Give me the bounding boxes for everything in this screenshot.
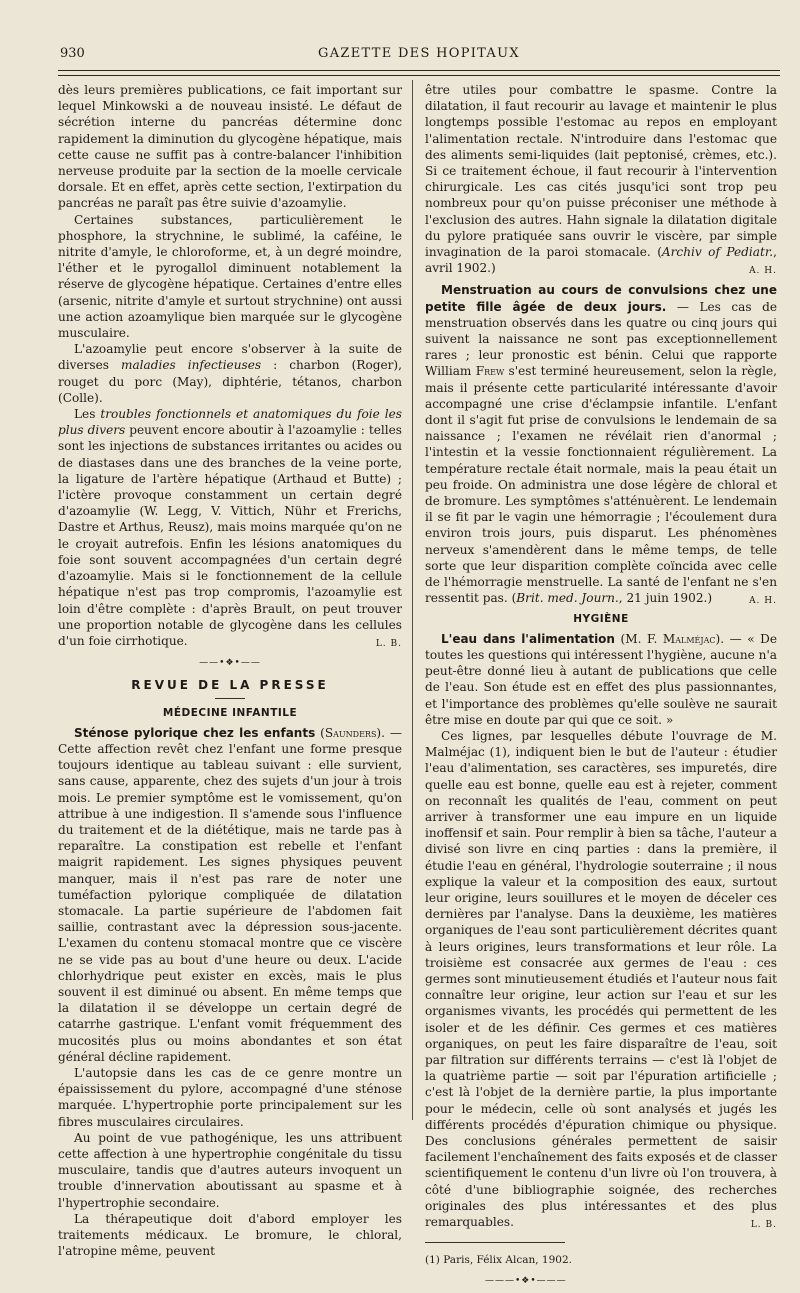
paragraph: Au point de vue pathogénique, les uns attribuent cette affection à une hypertrophie congénitale du tissu musculaire, tandis que d'autres auteurs invoquent un trouble d'innervation aboutissant au spasme et à l'hypertrophie secondaire.	[58, 1130, 402, 1210]
paragraph: L'autopsie dans les cas de ce genre montre un épaississement du pylore, accompagné d'une sténose marquée. L'hypertrophie porte principalement sur les fibres musculaires circulaires.	[58, 1065, 402, 1129]
author-initials: L. B.	[375, 638, 402, 649]
page-header	[58, 44, 780, 66]
running-title: GAZETTE DES HOPITAUX	[318, 46, 520, 61]
right-column	[425, 82, 777, 1293]
article-paragraph: Sténose pylorique chez les enfants (Saunders). — Cette affection revêt chez l'enfant une forme presque toujours identique au tableau suivant : elle survient, sans cause, apparente, chez des sujets d'un jour à trois mois. Le premier symptôme est le vomissement, qu'on attribue à une indigestion. Il s'amende sous l'influence du traitement et de la diététique, mais ne tarde pas à reparaître. La constipation est rebelle et l'enfant maigrit rapidement. Les signes physiques peuvent manquer, mais il n'est pas rare de noter une tuméfaction pylorique compliquée de dilatation stomacale. La partie supérieure de l'abdomen fait saillie, contrastant avec la dépression sous-jacente. L'examen du contenu stomacal montre que ce viscère ne se vide pas au bout d'une heure ou deux. L'acide chlorhydrique peut exister en excès, mais le plus souvent il est diminué ou absent. En même temps que la dilatation il se développe un certain degré de catarrhe gastrique. L'enfant vomit fréquemment des mucosités plus ou moins abondantes et son état général décline rapidement.	[58, 725, 402, 1064]
paragraph: La thérapeutique doit d'abord employer les traitements médicaux. Le bromure, le chloral, l'atropine même, peuvent	[58, 1211, 402, 1259]
paragraph: Certaines substances, particulièrement le phosphore, la strychnine, le sublimé, la caféine, le nitrite d'amyle, le chloroforme, et, à un degré moindre, l'éther et le pyrogallol diminuent notablement la réserve de glycogène hépatique. Certaines d'entre elles (arsenic, nitrite d'amyle et surtout strychnine) ont aussi une action azoamylique bien marquée sur le glycogène musculaire.	[58, 212, 402, 341]
page-number: 930	[60, 46, 85, 61]
article-paragraph: Menstruation au cours de convulsions chez une petite fille âgée de deux jours. — Les cas de menstruation observés dans les quatre ou cinq jours qui suivent la naissance ne sont pas exceptionnellement rares ; leur pronostic est bénin. Celui que rapporte William Frew s'est terminé heureusement, selon la règle, mais il présente cette particularité intéressante d'avoir accompagné une crise d'éclampsie infantile. L'enfant dont il s'agit fut prise de convulsions le lendemain de sa naissance ; l'examen ne révélait rien d'anormal ; l'intestin et la vessie fonctionnaient régulièrement. La température rectale était normale, mais la peau était un peu froide. On administra une dose légère de chloral et de bromure. Les symptômes s'atténuèrent. Le lendemain il se fit par le vagin une hémorragie ; l'écoulement dura environ trois jours, puis disparut. Les phénomènes nerveux s'amendèrent dans le même temps, de telle sorte que leur disparition complète coïncida avec celle de l'hémorragie menstruelle. La santé de l'enfant ne s'en ressentit pas. (Brit. med. Journ., 21 juin 1902.) A. H.	[425, 282, 777, 606]
footnote-rule	[425, 1242, 565, 1243]
author-initials: A. H.	[749, 266, 777, 277]
author-initials: A. H.	[749, 596, 777, 607]
article-headline: Menstruation au cours de convulsions chez une petite fille âgée de deux jours.	[425, 283, 777, 314]
paragraph: Ces lignes, par lesquelles débute l'ouvrage de M. Malméjac (1), indiquent bien le but de l'auteur : étudier l'eau d'alimentation, ses caractères, ses impuretés, dire quelle eau est bonne, quelle eau est à rejeter, comment on reconnaît les qualités de l'eau, comment on peut arriver à transformer une eau impure en un liquide inoffensif et sain. Pour remplir à bien sa tâche, l'auteur a divisé son livre en cinq parties : dans la première, il étudie l'eau en général, l'hydrologie souterraine ; il nous explique la valeur et la composition des eaux, surtout leur origine, leurs souillures et le moyen de déceler ces dernières par l'analyse. Dans la deuxième, les matières organiques de l'eau sont particulièrement décrites quant à leurs origines, leurs transformations et leur rôle. La troisième est consacrée aux germes de l'eau : ces germes sont minutieusement étudiés et l'auteur nous fait connaître leur origine, leur action sur l'eau et sur les organismes vivants, les procédés qui permettent de les isoler et de les définir. Ces germes et ces matières organiques, on peut les faire disparaître de l'eau, soit par filtration sur différents terrains — c'est là l'objet de la quatrième partie — soit par l'épuration artificielle ; c'est là l'objet de la dernière partie, la plus importante pour le médecin, celle où sont analysés et jugés les différents procédés d'épuration chimique ou physique. Des conclusions générales permettent de saisir facilement l'enchaînement des faits exposés et de classer scientifiquement le contenu d'un livre où l'on trouvera, à côté d'une bibliographie soignée, des recherches originales des plus intéressantes et des plus remarquables. L. B.	[425, 728, 777, 1230]
paragraph: être utiles pour combattre le spasme. Contre la dilatation, il faut recourir au lavage et maintenir le plus longtemps possible l'estomac au repos en employant l'alimentation rectale. N'introduire dans l'estomac que des aliments semi-liquides (lait peptonisé, crèmes, etc.). Si ce traitement échoue, il faut recourir à l'intervention chirurgicale. Les cas cités jusqu'ici sont trop peu nombreux pour qu'on puisse préconiser une méthode à l'exclusion des autres. Hahn signale la dilatation digitale du pylore pratiquée sans ouvrir le viscère, par simple invagination de la paroi stomacale. (Archiv of Pediatr., avril 1902.) A. H.	[425, 82, 777, 276]
author-initials: L. B.	[750, 1220, 777, 1231]
subsection-title: MÉDECINE INFANTILE	[162, 706, 298, 719]
article-paragraph: L'eau dans l'alimentation (M. F. Malméjac). — « De toutes les questions qui intéressent l'hygiène, aucune n'a peut-être donné lieu à autant de publications que celle de l'eau. Son étude est en effet des plus passionnantes, et l'importance des problèmes qu'elle soulève ne saurait être mise en doute par qui que ce soit. »	[425, 631, 777, 727]
left-column	[58, 82, 402, 1259]
header-rule-thin	[58, 75, 780, 76]
subsection-title: HYGIÈNE	[573, 612, 629, 625]
section-ornament: ——•❖•——	[199, 658, 261, 669]
end-ornament: ———•❖•———	[485, 1276, 567, 1287]
footnote: (1) Paris, Félix Alcan, 1902.	[425, 1254, 572, 1267]
title-underline	[215, 698, 245, 699]
header-rule	[58, 70, 780, 71]
section-title: REVUE DE LA PRESSE	[131, 678, 329, 693]
paragraph: L'azoamylie peut encore s'observer à la suite de diverses maladies infectieuses : charbon (Roger), rouget du porc (May), diphtérie, tétanos, charbon (Colle).	[58, 342, 402, 405]
paragraph: dès leurs premières publications, ce fait important sur lequel Minkowski a de nouveau insisté. Le défaut de sécrétion interne du pancréas détermine donc rapidement la diminution du glycogène hépatique, mais cette cause ne suffit pas à contre-balancer l'inhibition nerveuse produite par la section de la moelle cervicale dorsale. Et en effet, après cette section, l'extirpation du pancréas ne paraît pas être suivie d'azoamylie.	[58, 83, 402, 211]
article-headline: Sténose pylorique chez les enfants	[74, 725, 316, 740]
paragraph: Les troubles fonctionnels et anatomiques du foie les plus divers peuvent encore aboutir à l'azoamylie : telles sont les injections de substances irritantes ou acides ou de diastases dans une des branches de la veine porte, la ligature de l'artère hépatique (Arthaud et Butte) ; l'ictère provoque constamment un certain degré d'azoamylie (W. Legg, V. Vittich, Nühr et Frerichs, Dastre et Arthus, Reusz), mais moins marquée qu'on ne le croyait autrefois. Enfin les lésions anatomiques du foie sont souvent accompagnées d'un certain degré d'azoamylie. Mais si le fonctionnement de la cellule hépatique n'est pas trop compromis, l'azoamylie est loin d'être complète : d'après Brault, on peut trouver une proportion notable de glycogène dans les cellules d'un foie cirrhotique. L. B.	[58, 406, 402, 649]
column-divider	[412, 80, 413, 1120]
article-headline: L'eau dans l'alimentation	[441, 631, 615, 646]
